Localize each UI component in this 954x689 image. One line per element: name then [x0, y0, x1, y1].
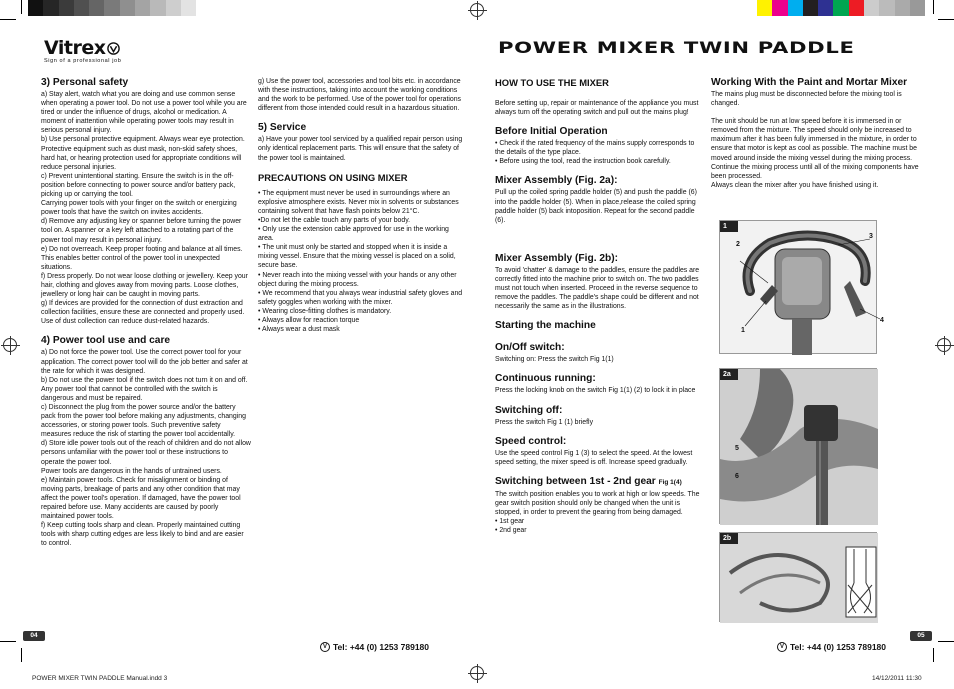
section-heading: Mixer Assembly (Fig. 2b): [495, 252, 619, 264]
registration-mark-right [937, 338, 951, 352]
print-slug-date: 14/12/2011 11:30 [872, 675, 922, 682]
page-number-right: 05 [910, 631, 932, 641]
crop-mark [0, 19, 16, 20]
section-heading: 3) Personal safety [41, 77, 129, 88]
crop-mark [21, 0, 22, 14]
color-swatch [120, 0, 135, 16]
color-swatch [849, 0, 864, 16]
section-heading: Starting the machine [495, 320, 596, 332]
paragraph: • Check if the rated frequency of the mains supply corresponds to the details of the type place. • Before using the tool, read the instruction book carefully. [495, 140, 695, 166]
section-heading: 5) Service [258, 122, 307, 134]
section-heading: 4) Power tool use and care [41, 335, 171, 347]
color-swatch [833, 0, 848, 16]
paddle-pair-drawing [720, 533, 878, 623]
brand-tagline: Sign of a professional job [44, 58, 122, 64]
color-swatch [818, 0, 833, 16]
mixer-drawing [720, 221, 878, 355]
phone-text: Tel: +44 (0) 1253 789180 [790, 642, 887, 652]
section-heading: On/Off switch: [495, 342, 565, 354]
crop-mark [933, 0, 934, 14]
color-swatch [181, 0, 196, 16]
color-swatch [864, 0, 879, 16]
color-swatch [166, 0, 181, 16]
paddle-fitting-drawing [720, 369, 878, 525]
paragraph: Use the speed control Fig 1 (3) to select the speed. At the lowest speed setting, the mixer speed is off. Increase speed gradually. [495, 449, 693, 466]
color-swatch [28, 0, 43, 16]
color-swatch [788, 0, 803, 16]
figure-label: 2b [720, 533, 738, 544]
color-swatch [89, 0, 104, 16]
figure-label: 2a [720, 369, 738, 380]
vitrex-v-icon: V [320, 642, 330, 652]
vitrex-v-icon: V [777, 642, 787, 652]
paragraph: The unit should be run at low speed before it is immersed in or removed from the mixture. The speed should only be increased to maximum after it has been fully immersed in the mixture, in order to ensure that motor is kept as cool as possible. The machine must be moved around inside the mixing vessel during the mixing process. Continue the mixing process until all of the mixing components have been processed. Always clean the mixer after you have finished using it. [711, 118, 919, 189]
registration-mark-left [3, 338, 17, 352]
column-personal-safety [41, 77, 251, 549]
section-heading: Mixer Assembly (Fig. 2a): [495, 175, 618, 187]
paragraph: Before setting up, repair or maintenance of the appliance you must always turn off the operating switch and pull out the mains plug! [495, 100, 699, 117]
callout: 5 [735, 445, 739, 452]
heading-text: Switching between 1st - 2nd gear [495, 475, 656, 487]
color-swatch [879, 0, 894, 16]
phone-number-right [777, 642, 886, 652]
paragraph: To avoid 'chatter' & damage to the paddles, ensure the paddles are correctly fitted into the machine prior to switch on. The two paddles must not touch when inserted. Proceed in the reverse sequence to remove the paddles. The paddle's shape could be different and not necessarily the same as in the illustrations. [495, 266, 700, 311]
color-swatch [910, 0, 925, 16]
crop-mark [0, 641, 16, 642]
callout: 2 [736, 241, 740, 248]
paragraph: Pull up the coiled spring paddle holder (5) and push the paddle (6) into the paddle holder (5). When in place,release the coiled spring paddle holder (5) back intoposition. Repeat for the second paddle (6). [495, 189, 697, 224]
registration-mark-bottom [470, 666, 484, 680]
section-heading [495, 476, 705, 489]
section-heading: PRECAUTIONS ON USING MIXER [258, 171, 408, 183]
paragraph: The mains plug must be disconnected before the mixing tool is changed. [711, 91, 902, 108]
color-swatch [104, 0, 119, 16]
paragraph: The switch position enables you to work at high or low speeds. The gear switch position should only be changed when the unit is stopped, in order to prevent the gearing from being damaged. • 1st gear • 2nd gear [495, 490, 700, 535]
paragraph: a) Stay alert, watch what you are doing and use common sense when operating a power tool. Do not use a power tool while you are tired or under the influence of drugs, alcohol or medication. A moment of inattention while operating power tools may result in serious personal injury. b) Use personal protective equipment. Always wear eye protection. Protective equipment such as dust mask, non-skid safety shoes, hard hat, or hearing protection used for appropriate conditions will reduce personal injuries. c) Prevent unintentional starting. Ensure the switch is in the off-position before connecting to power source and/or battery pack, picking up or carrying the tool. Carrying power tools with your finger on the switch or energizing power tools that have the switch on invites accidents. d) Remove any adjusting key or spanner before turning the power tool on. A spanner or a key left attached to a rotating part of the power tool may result in personal injury. e) Do not overreach. Keep proper footing and balance at all times. This enables better control of the power tool in unexpected situations. f) Dress properly. Do not wear loose clothing or jewellery. Keep your hair, clothing and gloves away from moving parts. Loose clothes, jewellery or long hair can be caught in moving parts. g) If devices are provided for the connection of dust extraction and collection facilities, ensure these are connected and properly used. Use of dust collection can reduce dust-related hazards. [41, 91, 248, 326]
color-swatch [43, 0, 58, 16]
color-swatch [757, 0, 772, 16]
color-swatch [803, 0, 818, 16]
phone-number-left [320, 642, 429, 652]
paragraph: Press the locking knob on the switch Fig 1(1) (2) to lock it in place [495, 387, 696, 395]
bullet-list: • The equipment must never be used in surroundings where an explosive atmosphere exists. Never mix in solvents or substances containing solvent that have flash points below 21°C. •Do not let the cable touch any parts of your body. • Only use the extension cable approved for use in the working area. • The unit must only be started and stopped when it is inside a mixing vessel. Ensure that the mixing vessel is placed on a solid, secure base. • Never reach into the mixing vessel with your hands or any other object during the mixing process. • We recommend that you always wear industrial safety gloves and safety goggles when working with the mixer. • Wearing close-fitting clothes is mandatory. • Always allow for reaction torque • Always wear a dust mask [258, 189, 463, 334]
color-swatch [59, 0, 74, 16]
column-paint-mortar [711, 77, 921, 190]
section-heading: Working With the Paint and Mortar Mixer [711, 77, 908, 88]
print-slug-file: POWER MIXER TWIN PADDLE Manual.indd 3 [32, 675, 168, 682]
color-swatch [74, 0, 89, 16]
registration-mark-top [470, 3, 484, 17]
callout: 6 [735, 473, 739, 480]
vitrex-v-icon [107, 42, 120, 55]
brand-logo [44, 37, 121, 64]
color-swatch [895, 0, 910, 16]
process-color-bar [757, 0, 925, 16]
figure-label: 1 [720, 221, 738, 232]
column-how-to-use [495, 77, 705, 535]
figure-1-mixer [719, 220, 884, 354]
callout: 3 [869, 233, 873, 240]
paragraph: g) Use the power tool, accessories and tool bits etc. in accordance with these instructions, taking into account the working conditions and the work to be performed. Use of the power tool for operations different from those intended could result in a hazardous situation. [258, 78, 462, 113]
callout: 1 [741, 327, 745, 334]
crop-mark [938, 641, 954, 642]
crop-mark [933, 648, 934, 662]
column-service-precautions [258, 77, 463, 334]
figure-2a-assembly [719, 368, 877, 524]
section-heading: HOW TO USE THE MIXER [495, 77, 609, 88]
paragraph: a) Have your power tool serviced by a qualified repair person using only identical replacement parts. This will ensure that the safety of the power tool is maintained. [258, 136, 463, 162]
color-swatch [135, 0, 150, 16]
section-heading: Switching off: [495, 404, 563, 416]
paragraph: Switching on: Press the switch Fig 1(1) [495, 356, 614, 364]
figure-2b-paddles [719, 532, 877, 622]
paragraph: Press the switch Fig 1 (1) briefly [495, 418, 594, 426]
section-heading: Speed control: [495, 435, 567, 447]
paragraph: a) Do not force the power tool. Use the correct power tool for your application. The correct power tool will do the job better and safer at the rate for which it was designed. b) Do not use the power tool if the switch does not turn it on and off. Any power tool that cannot be controlled with the switch is dangerous and must be repaired. c) Disconnect the plug from the power source and/or the battery pack from the power tool before making any adjustments, changing accessories, or storing power tools. Such preventive safety measures reduce the risk of starting the power tool accidentally. d) Store idle power tools out of the reach of children and do not allow persons unfamiliar with the power tool or these instructions to operate the power tool. Power tools are dangerous in the hands of untrained users. e) Maintain power tools. Check for misalignment or binding of moving parts, breakage of parts and any other condition that may affect the power tool's operation. If damaged, have the power tool repaired before use. Many accidents are caused by poorly maintained power tools. f) Keep cutting tools sharp and clean. Properly maintained cutting tools with sharp cutting edges are less likely to bind and are easier to control. [41, 349, 251, 548]
figure-reference: Fig 1(4) [658, 478, 682, 486]
brand-name: Vitrex [44, 37, 106, 59]
crop-mark [21, 648, 22, 662]
greyscale-color-bar [28, 0, 196, 16]
color-swatch [150, 0, 165, 16]
section-heading: Before Initial Operation [495, 126, 608, 138]
callout: 4 [880, 317, 884, 324]
page-title: POWER MIXER TWIN PADDLE [498, 38, 855, 57]
phone-text: Tel: +44 (0) 1253 789180 [333, 642, 430, 652]
crop-mark [938, 19, 954, 20]
section-heading: Continuous running: [495, 373, 596, 385]
page-number-left: 04 [23, 631, 45, 641]
color-swatch [772, 0, 787, 16]
